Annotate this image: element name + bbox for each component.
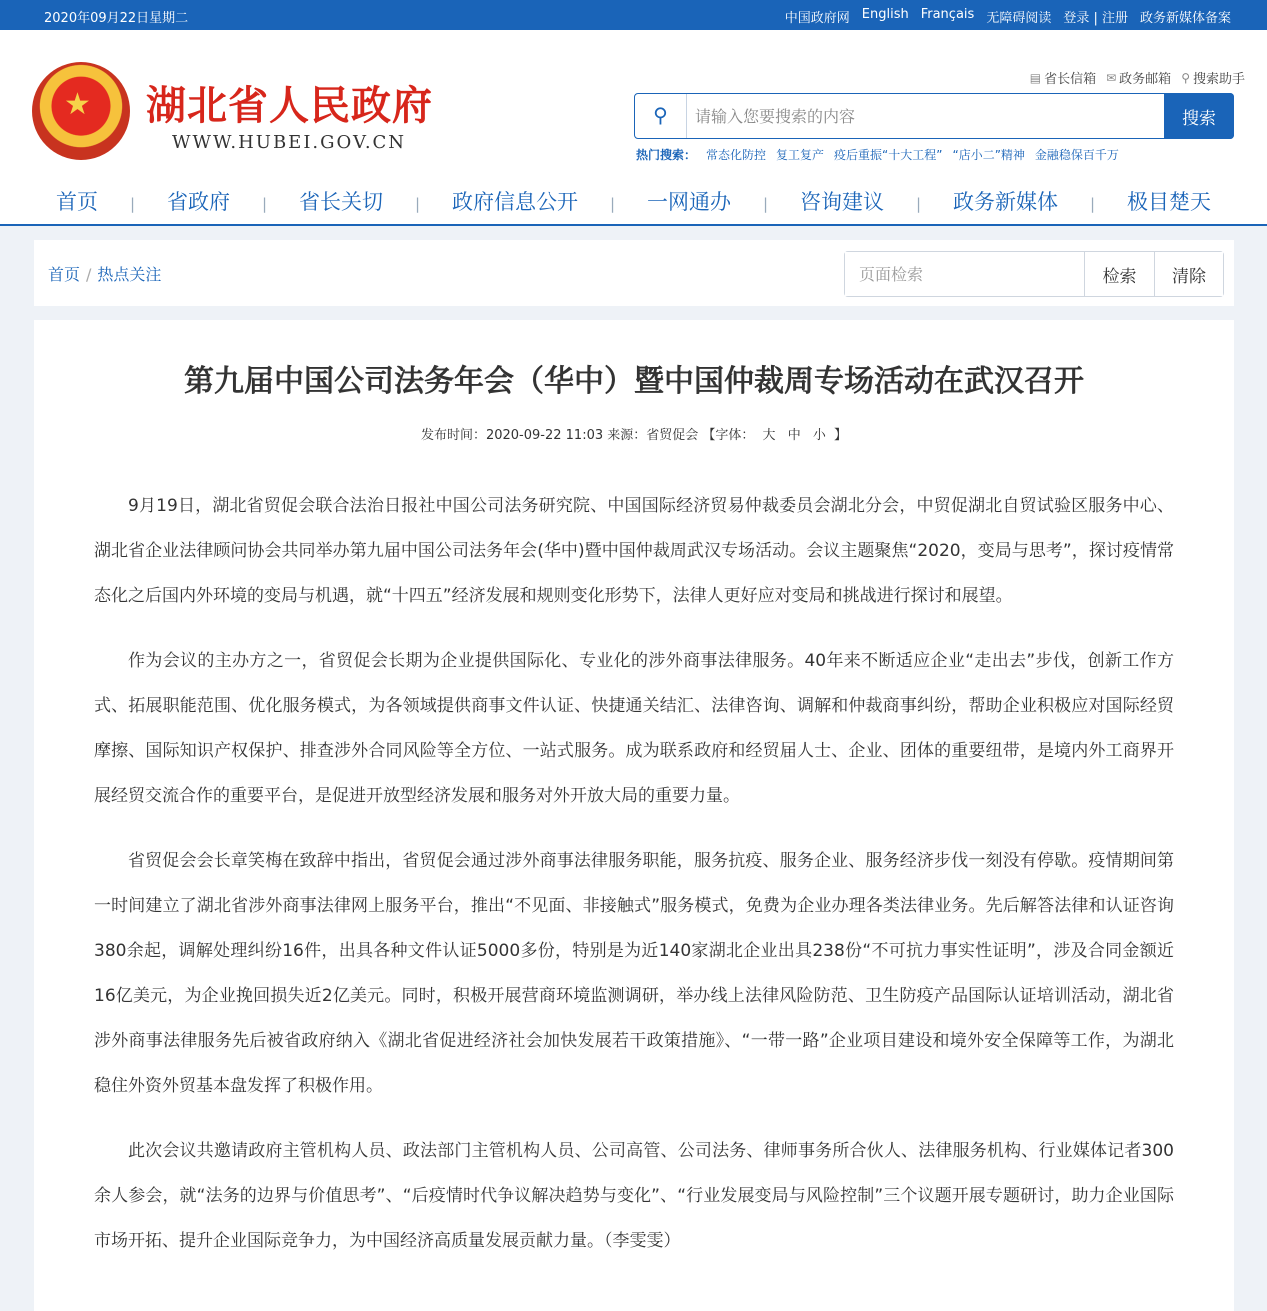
article-paragraph: 省贸促会会长章笑梅在致辞中指出，省贸促会通过涉外商事法律服务职能，服务抗疫、服务企业、服务经济步伐一刻没有停歇。疫情期间第一时间建立了湖北省涉外商事法律网上服务平台，推出“不见面、非接触式”服务模式，免费为企业办理各类法律业务。先后解答法律和认证咨询380余起，调解处理纠纷16件，出具各种文件认证5000多份，特别是为近140家湖北企业出具238份“不可抗力事实性证明”，涉及合同金额近16亿美元，为企业挽回损失近2亿美元。同时，积极开展营商环境监测调研，举办线上法律风险防范、卫生防疫产品国际认证培训活动，湖北省涉外商事法律服务先后被省政府纳入《湖北省促进经济社会加快发展若干政策措施》、“一带一路”企业项目建设和境外安全保障等工作，为湖北稳住外资外贸基本盘发挥了积极作用。 — [94, 851, 1174, 1096]
link-english[interactable]: English — [861, 7, 909, 22]
nav-separator: | — [762, 195, 769, 213]
nav-separator: | — [609, 195, 616, 213]
search-helper-link[interactable] — [1181, 68, 1245, 87]
article-title: 第九届中国公司法务年会（华中）暨中国仲裁周专场活动在武汉召开 — [184, 364, 1084, 399]
article-paragraph: 此次会议共邀请政府主管机构人员、政法部门主管机构人员、公司高管、公司法务、律师事务所合伙人、法律服务机构、行业媒体记者300余人参会，就“法务的边界与价值思考”、“后疫情时代争议解决趋势与变化”、“行业发展变局与风险控制”三个议题开展专题研讨，助力企业国际市场开拓、提升企业国际竞争力，为中国经济高质量发展贡献力量。（李雯雯） — [94, 1141, 1174, 1251]
hot-keyword[interactable]: 疫后重振“十大工程” — [834, 148, 943, 162]
hot-searches — [636, 146, 1119, 163]
article-meta-suffix: 】 — [834, 428, 848, 443]
link-accessible[interactable]: 无障碍阅读 — [986, 11, 1052, 26]
top-links — [785, 7, 1231, 26]
site-search-input[interactable] — [695, 100, 1155, 132]
national-emblem-icon — [32, 62, 130, 160]
search-icon: ⚲ — [635, 94, 687, 138]
envelope-icon: ✉ — [1106, 70, 1117, 85]
nav-separator: | — [915, 195, 922, 213]
nav-separator: | — [1089, 195, 1096, 213]
nav-governor-concerns[interactable]: 省长关切 — [298, 190, 383, 214]
font-size-large[interactable]: 大 — [762, 428, 776, 443]
font-size-medium[interactable]: 中 — [787, 428, 801, 443]
link-francais[interactable]: Français — [920, 7, 975, 22]
breadcrumb — [48, 262, 161, 285]
article-meta — [34, 424, 1234, 443]
link-new-media-filing[interactable]: 政务新媒体备案 — [1139, 11, 1231, 26]
gov-email-label: 政务邮箱 — [1119, 72, 1172, 87]
nav-home[interactable]: 首页 — [55, 190, 98, 214]
breadcrumb-separator: / — [86, 265, 92, 284]
site-search-button[interactable]: 搜索 — [1164, 93, 1234, 139]
nav-separator: | — [129, 195, 136, 213]
gov-email-link[interactable] — [1106, 68, 1171, 87]
search-helper-label: 搜索助手 — [1192, 72, 1245, 87]
page-search-input[interactable] — [845, 252, 1085, 296]
nav-online-services[interactable]: 一网通办 — [646, 190, 731, 214]
link-gov-cn[interactable]: 中国政府网 — [784, 11, 850, 26]
nav-separator: | — [261, 195, 268, 213]
hot-keyword[interactable]: 常态化防控 — [706, 148, 767, 162]
site-url: WWW.HUBEI.GOV.CN — [172, 132, 407, 153]
article-paragraph: 作为会议的主办方之一，省贸促会长期为企业提供国际化、专业化的涉外商事法律服务。40年来不断适应企业“走出去”步伐，创新工作方式、拓展职能范围、优化服务模式，为各领域提供商事文件认证、快捷通关结汇、法律咨询、调解和仲裁商事纠纷，帮助企业积极应对国际经贸摩擦、国际知识产权保护、排查涉外合同风险等全方位、一站式服务。成为联系政府和经贸届人士、企业、团体的重要纽带，是境内外工商界开展经贸交流合作的重要平台，是促进开放型经济发展和服务对外开放大局的重要力量。 — [94, 651, 1174, 806]
governor-mailbox-link[interactable] — [1030, 68, 1096, 87]
page-search — [844, 251, 1224, 297]
governor-mailbox-label: 省长信箱 — [1044, 72, 1097, 87]
utility-links — [1030, 68, 1245, 87]
page-clear-button[interactable]: 清除 — [1154, 252, 1223, 296]
nav-jimu-chutian[interactable]: 极目楚天 — [1126, 190, 1211, 214]
breadcrumb-panel — [34, 240, 1234, 306]
breadcrumb-current[interactable]: 热点关注 — [97, 265, 162, 284]
hot-search-label: 热门搜索： — [636, 148, 697, 162]
main-nav — [0, 186, 1267, 224]
article-body — [94, 484, 1174, 1284]
hot-keyword[interactable]: 复工复产 — [776, 148, 825, 162]
hot-keyword[interactable]: “店小二”精神 — [952, 148, 1025, 162]
article-meta-info: 发布时间：2020-09-22 11:03 来源：省贸促会 【字体： — [420, 428, 755, 443]
article — [34, 320, 1234, 1311]
top-bar — [0, 0, 1267, 30]
article-paragraph: 9月19日，湖北省贸促会联合法治日报社中国公司法务研究院、中国国际经济贸易仲裁委员会湖北分会，中贸促湖北自贸试验区服务中心、湖北省企业法律顾问协会共同举办第九届中国公司法务年会(华中)暨中国仲裁周武汉专场活动。会议主题聚焦“2020，变局与思考”，探讨疫情常态化之后国内外环境的变局与机遇，就“十四五”经济发展和规则变化形势下，法律人更好应对变局和挑战进行探讨和展望。 — [94, 496, 1174, 606]
nav-separator: | — [414, 195, 421, 213]
mailbox-icon: ▤ — [1029, 70, 1042, 85]
search-icon: ⚲ — [1181, 70, 1190, 85]
current-date: 2020年09月22日星期二 — [44, 11, 189, 26]
nav-info-disclosure[interactable]: 政府信息公开 — [451, 190, 578, 214]
font-size-small[interactable]: 小 — [812, 428, 826, 443]
nav-new-media[interactable]: 政务新媒体 — [952, 190, 1058, 214]
nav-provincial-gov[interactable]: 省政府 — [166, 190, 230, 214]
hot-keyword[interactable]: 金融稳保百千万 — [1034, 148, 1119, 162]
nav-consult-suggest[interactable]: 咨询建议 — [799, 190, 884, 214]
page-search-button[interactable]: 检索 — [1085, 252, 1154, 296]
site-search — [634, 93, 1234, 139]
site-header — [0, 30, 1267, 226]
breadcrumb-home[interactable]: 首页 — [48, 265, 81, 284]
link-login-register[interactable]: 登录 | 注册 — [1063, 11, 1128, 26]
star-icon: ★ — [64, 87, 91, 122]
site-title[interactable]: 湖北省人民政府 — [146, 83, 433, 129]
